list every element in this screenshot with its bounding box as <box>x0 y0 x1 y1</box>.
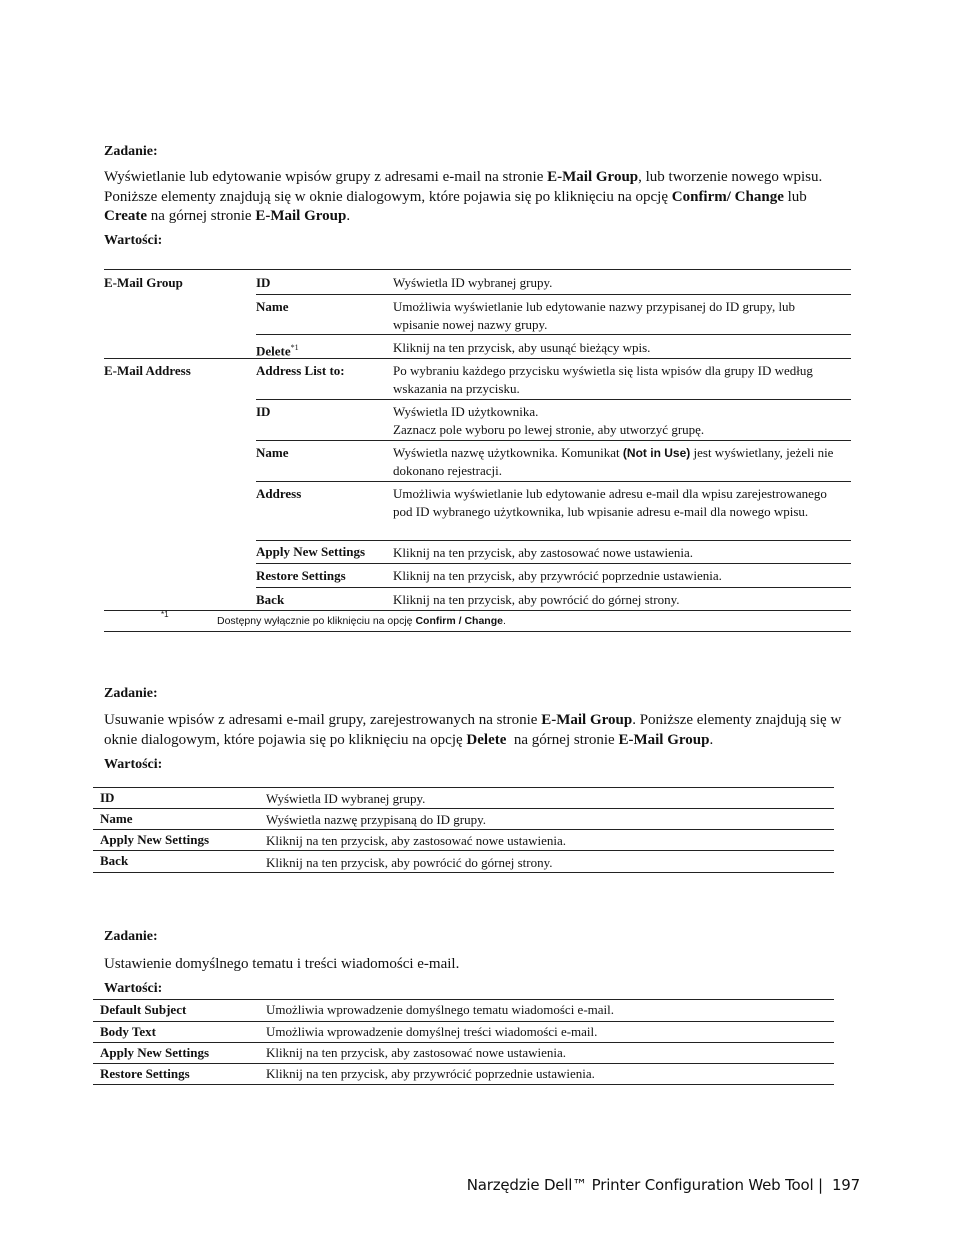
item-label: Name <box>256 299 289 314</box>
item-description: Umożliwia wprowadzenie domyślnej treści wiadomości e-mail. <box>266 1024 598 1039</box>
group-label-email-address: E-Mail Address <box>104 363 191 378</box>
ui-term: Delete <box>466 731 507 748</box>
text: . Poniższe elementy znajdują się w oknie dialogowym, które pojawia się po kliknięciu na opcję <box>104 712 842 748</box>
text: na górnej stronie <box>506 731 619 748</box>
text: na górnej stronie <box>147 208 256 224</box>
section2-heading: Zadanie: <box>104 686 158 701</box>
text: Wyświetla nazwę użytkownika. Komunikat <box>393 445 623 460</box>
item-label: ID <box>256 275 271 290</box>
item-description: Po wybraniu każdego przycisku wyświetla się lista wpisów dla grupy ID według wskazania na przycisku. <box>393 363 813 396</box>
item-description: Wyświetla nazwę przypisaną do ID grupy. <box>266 812 487 827</box>
text: Wyświetla ID użytkownika. <box>393 404 539 419</box>
item-label: Default Subject <box>100 1002 187 1017</box>
table-rule <box>93 1063 834 1064</box>
item-label: Address List to: <box>256 363 345 378</box>
text: , lub tworzenie nowego wpisu. Poniższe elementy znajdują się w oknie dialogowym, które pojawia się po kliknięciu na opcję <box>104 169 823 205</box>
item-description: Wyświetla ID wybranej grupy. <box>393 275 553 290</box>
table-rule <box>93 1021 834 1022</box>
group-label-email-group: E-Mail Group <box>104 275 183 290</box>
table-rule <box>93 1042 834 1043</box>
item-description: Kliknij na ten przycisk, aby zastosować nowe ustawienia. <box>266 1045 566 1060</box>
text: Zaznacz pole wyboru po lewej stronie, aby utworzyć grupę. <box>393 422 705 437</box>
section3-values-label: Wartości: <box>104 981 163 996</box>
text: jest wyświetlany, jeżeli nie dokonano rejestracji. <box>393 445 834 478</box>
item-description: Kliknij na ten przycisk, aby przywrócić poprzednie ustawienia. <box>266 1066 595 1081</box>
item-description: Kliknij na ten przycisk, aby przywrócić poprzednie ustawienia. <box>393 568 722 583</box>
item-label: Back <box>256 592 285 607</box>
item-description: Wyświetla ID wybranej grupy. <box>266 791 426 806</box>
footnote-ref: *1 <box>290 343 299 352</box>
item-label: Apply New Settings <box>100 1045 210 1060</box>
item-description: Umożliwia wyświetlanie lub edytowanie adresu e-mail dla wpisu zarejestrowanego pod ID wybranego użytkownika, lub wpisanie adresu e-mail dla nowego wpisu. <box>393 486 827 519</box>
ui-term: Confirm / Change <box>415 615 503 627</box>
text: . <box>709 731 714 748</box>
section1-heading: Zadanie: <box>104 144 158 159</box>
section1-values-label: Wartości: <box>104 233 163 248</box>
text: Dostępny wyłącznie po kliknięciu na opcję <box>217 615 416 627</box>
ui-term: E-Mail Group <box>255 208 347 224</box>
item-description: Kliknij na ten przycisk, aby zastosować nowe ustawienia. <box>266 833 566 848</box>
text: Wyświetlanie lub edytowanie wpisów grupy z adresami e-mail na stronie <box>104 169 548 185</box>
ui-term: E-Mail Group <box>541 712 633 728</box>
item-label: Apply New Settings <box>100 832 210 847</box>
section2-values-label: Wartości: <box>104 757 163 772</box>
ui-term: Create <box>104 208 148 224</box>
item-label: Back <box>100 853 129 868</box>
footnote-mark: *1 <box>161 610 169 619</box>
item-text: Delete <box>256 343 291 359</box>
text: . <box>502 615 506 627</box>
item-description: Kliknij na ten przycisk, aby usunąć bieżący wpis. <box>393 340 651 355</box>
text: Usuwanie wpisów z adresami e-mail grupy, zarejestrowanych na stronie <box>104 712 542 728</box>
item-label: Name <box>100 811 133 826</box>
ui-term: (Not in Use) <box>622 446 691 460</box>
item-label: ID <box>256 404 271 419</box>
section3-description: Ustawienie domyślnego tematu i treści wiadomości e-mail. <box>104 956 460 972</box>
item-description: Kliknij na ten przycisk, aby powrócić do górnej strony. <box>393 592 680 607</box>
ui-term: Confirm/ Change <box>671 188 784 205</box>
item-label: Apply New Settings <box>256 544 366 559</box>
item-description: Umożliwia wprowadzenie domyślnego tematu wiadomości e-mail. <box>266 1002 615 1017</box>
ui-term: E-Mail Group <box>618 731 710 748</box>
item-label: Body Text <box>100 1024 156 1039</box>
ui-term: E-Mail Group <box>547 169 639 185</box>
item-description: Umożliwia wyświetlanie lub edytowanie nazwy przypisanej do ID grupy, lub wpisanie nowej nazwy grupy. <box>393 299 796 332</box>
item-label: Name <box>256 445 289 460</box>
text: lub <box>783 188 807 205</box>
item-label: Address <box>256 486 302 501</box>
table-rule <box>93 1084 834 1085</box>
section3-heading: Zadanie: <box>104 929 158 944</box>
text: . <box>346 208 351 224</box>
table-rule <box>93 999 834 1000</box>
item-label: Restore Settings <box>100 1066 190 1081</box>
item-description: Kliknij na ten przycisk, aby zastosować nowe ustawienia. <box>393 545 693 560</box>
item-label: Restore Settings <box>256 568 346 583</box>
item-description: Kliknij na ten przycisk, aby powrócić do górnej strony. <box>266 855 553 870</box>
item-label: ID <box>100 790 115 805</box>
page-footer: Narzędzie Dell™ Printer Configuration Web Tool | 197 <box>466 1176 860 1194</box>
